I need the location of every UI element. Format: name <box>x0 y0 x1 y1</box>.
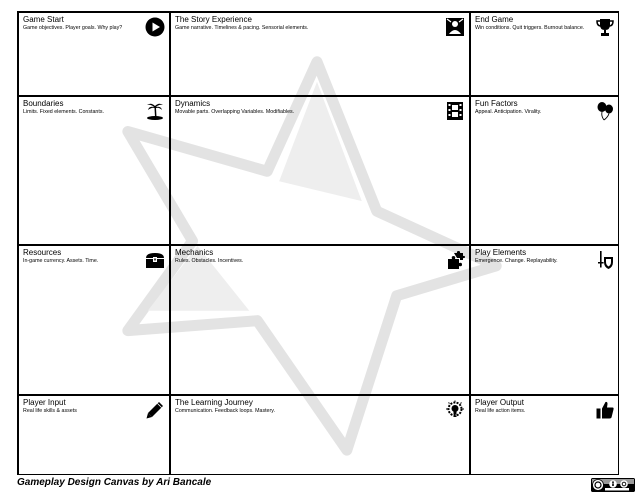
storyteller-icon <box>445 17 465 37</box>
cell-dynamics <box>170 96 470 245</box>
design-canvas <box>17 11 619 475</box>
player-input-desc: Real life skills & assets <box>23 408 77 414</box>
cell-game-start <box>18 12 170 96</box>
creative-commons-by-sa-icon[interactable] <box>591 478 635 492</box>
player-input-title: Player Input <box>23 398 66 407</box>
game-start-title: Game Start <box>23 15 64 24</box>
thumbs-up-icon <box>595 400 615 420</box>
cell-fun-factors <box>470 96 619 245</box>
cell-mechanics <box>170 245 470 395</box>
sword-shield-icon <box>595 250 615 270</box>
end-game-title: End Game <box>475 15 514 24</box>
cell-player-input <box>18 395 170 475</box>
boundaries-desc: Limits. Fixed elements. Constants. <box>23 109 104 115</box>
treasure-chest-icon <box>145 250 165 270</box>
dynamics-title: Dynamics <box>175 99 211 108</box>
boundaries-title: Boundaries <box>23 99 64 108</box>
play-icon <box>145 17 165 37</box>
resources-desc: In-game currency. Assets. Time. <box>23 258 99 264</box>
story-experience-desc: Game narrative. Timelines & pacing. Sensorial elements. <box>175 25 309 31</box>
island-icon <box>145 101 165 121</box>
story-experience-title: The Story Experience <box>175 15 252 24</box>
cell-resources <box>18 245 170 395</box>
play-elements-desc: Emergence. Change. Replayability. <box>475 258 558 264</box>
fun-factors-title: Fun Factors <box>475 99 518 108</box>
learning-journey-desc: Communication. Feedback loops. Mastery. <box>175 408 275 414</box>
cell-boundaries <box>18 96 170 245</box>
footer-title: Gameplay Design Canvas by Ari Bancale <box>17 477 212 488</box>
cell-end-game <box>470 12 619 96</box>
mechanics-title: Mechanics <box>175 248 214 257</box>
mechanics-desc: Rules. Obstacles. Incentives. <box>175 258 244 264</box>
game-start-desc: Game objectives. Player goals. Why play? <box>23 25 123 31</box>
puzzle-icon <box>445 250 465 270</box>
learning-journey-title: The Learning Journey <box>175 398 253 407</box>
pencil-icon <box>145 400 165 420</box>
player-output-desc: Real life action items. <box>475 408 526 414</box>
end-game-desc: Win conditions. Quit triggers. Burnout balance. <box>475 25 585 31</box>
resources-title: Resources <box>23 248 62 257</box>
player-output-title: Player Output <box>475 398 524 407</box>
cell-play-elements <box>470 245 619 395</box>
cell-story-experience <box>170 12 470 96</box>
trophy-icon <box>595 17 615 37</box>
film-strip-icon <box>445 101 465 121</box>
cell-player-output <box>470 395 619 475</box>
lightbulb-gear-icon <box>445 400 465 420</box>
cell-learning-journey <box>170 395 470 475</box>
dynamics-desc: Movable parts. Overlapping Variables. Modifiables. <box>175 109 295 115</box>
play-elements-title: Play Elements <box>475 248 527 257</box>
balloons-icon <box>595 101 615 121</box>
fun-factors-desc: Appeal. Anticipation. Virality. <box>475 109 542 115</box>
